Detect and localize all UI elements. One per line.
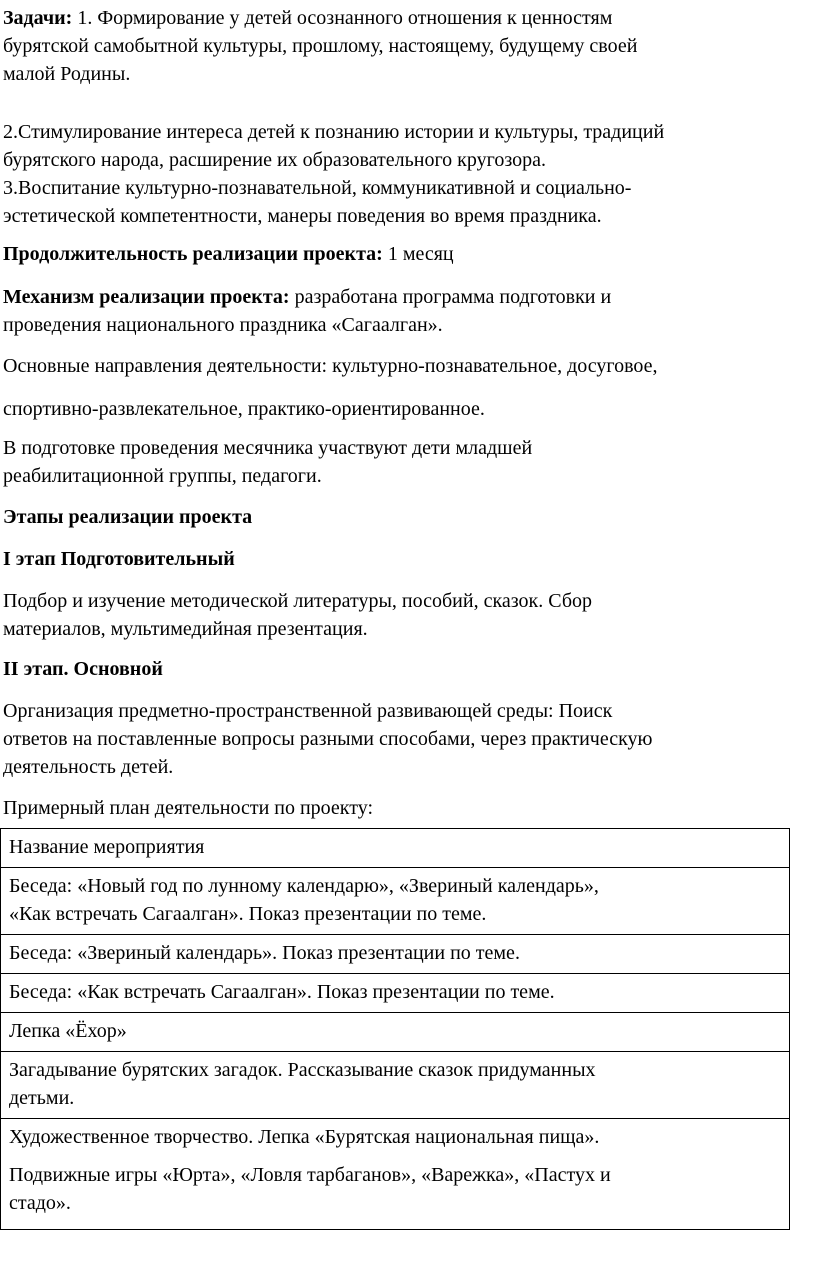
table-row (1, 1119, 790, 1230)
task-1-line-3: малой Родины. (3, 63, 131, 85)
table-cell-line: Художественное творчество. Лепка «Бурятская национальная пища». (9, 1126, 600, 1148)
table-cell (1, 935, 790, 974)
participants-line-1: В подготовке проведения месячника участвуют дети младшей (3, 437, 533, 459)
tasks-paragraph-2 (3, 118, 811, 230)
stage-1-title: I этап Подготовительный (3, 548, 235, 570)
table-cell-line: Беседа: «Как встречать Сагаалган». Показ презентации по теме. (9, 981, 555, 1003)
mechanism-paragraph (3, 283, 811, 339)
stage-2-line-3: деятельность детей. (3, 756, 174, 778)
table-header-cell: Название мероприятия (1, 829, 790, 868)
table-cell-line: детьми. (9, 1087, 75, 1109)
plan-intro: Примерный план деятельности по проекту: (3, 797, 374, 819)
stage-2-line-2: ответов на поставленные вопросы разными способами, через практическую (3, 728, 653, 750)
tasks-paragraph (3, 4, 811, 88)
table-row (1, 1013, 790, 1052)
table-cell-line: Беседа: «Новый год по лунному календарю», «Звериный календарь», (9, 875, 599, 897)
tasks-label: Задачи: (3, 7, 73, 29)
line-gap (9, 1151, 781, 1161)
table-row (1, 868, 790, 935)
activity-plan-table (0, 828, 790, 1230)
table-cell-line: Лепка «Ёхор» (9, 1020, 127, 1042)
table-row (1, 1052, 790, 1119)
mechanism-label: Механизм реализации проекта: (3, 286, 290, 308)
table-cell-line: Беседа: «Звериный календарь». Показ презентации по теме. (9, 942, 520, 964)
participants-paragraph (3, 434, 811, 490)
table-cell (1, 974, 790, 1013)
mechanism-line-1: разработана программа подготовки и (289, 286, 612, 308)
table-cell-line: Подвижные игры «Юрта», «Ловля тарбаганов», «Варежка», «Пастух и (9, 1164, 611, 1186)
duration-value: 1 месяц (382, 243, 454, 265)
stage-2-paragraph (3, 697, 811, 781)
table-cell-line: «Как встречать Сагаалган». Показ презентации по теме. (9, 903, 487, 925)
stage-1-paragraph (3, 587, 811, 643)
stage-2-line-1: Организация предметно-пространственной развивающей среды: Поиск (3, 700, 613, 722)
task-1-line-2: бурятской самобытной культуры, прошлому, настоящему, будущему своей (3, 35, 638, 57)
task-2-line-1: 2.Стимулирование интереса детей к познанию истории и культуры, традиций (3, 121, 665, 143)
task-1-line-1: 1. Формирование у детей осознанного отношения к ценностям (72, 7, 613, 29)
table-cell (1, 1119, 790, 1230)
table-row (1, 974, 790, 1013)
directions-line-2: спортивно-развлекательное, практико-ориентированное. (3, 398, 485, 420)
duration-paragraph (3, 240, 811, 268)
participants-line-2: реабилитационной группы, педагоги. (3, 465, 322, 487)
stages-heading: Этапы реализации проекта (3, 506, 253, 528)
table-row (1, 935, 790, 974)
directions-line-1: Основные направления деятельности: культурно-познавательное, досуговое, (3, 355, 658, 377)
task-2-line-2: бурятского народа, расширение их образовательного кругозора. (3, 149, 546, 171)
stage-1-line-1: Подбор и изучение методической литературы, пособий, сказок. Сбор (3, 590, 593, 612)
table-cell-line: Загадывание бурятских загадок. Рассказывание сказок придуманных (9, 1059, 596, 1081)
mechanism-line-2: проведения национального праздника «Сагаалган». (3, 314, 443, 336)
table-cell (1, 1013, 790, 1052)
table-header-row (1, 829, 790, 868)
duration-label: Продолжительность реализации проекта: (3, 243, 383, 265)
task-3-line-1: 3.Воспитание культурно-познавательной, коммуникативной и социально- (3, 177, 632, 199)
task-3-line-2: эстетической компетентности, манеры поведения во время праздника. (3, 205, 602, 227)
table-cell (1, 1052, 790, 1119)
table-cell (1, 868, 790, 935)
stage-1-line-2: материалов, мультимедийная презентация. (3, 618, 368, 640)
table-cell-line: стадо». (9, 1192, 71, 1214)
stage-2-title: II этап. Основной (3, 658, 163, 680)
